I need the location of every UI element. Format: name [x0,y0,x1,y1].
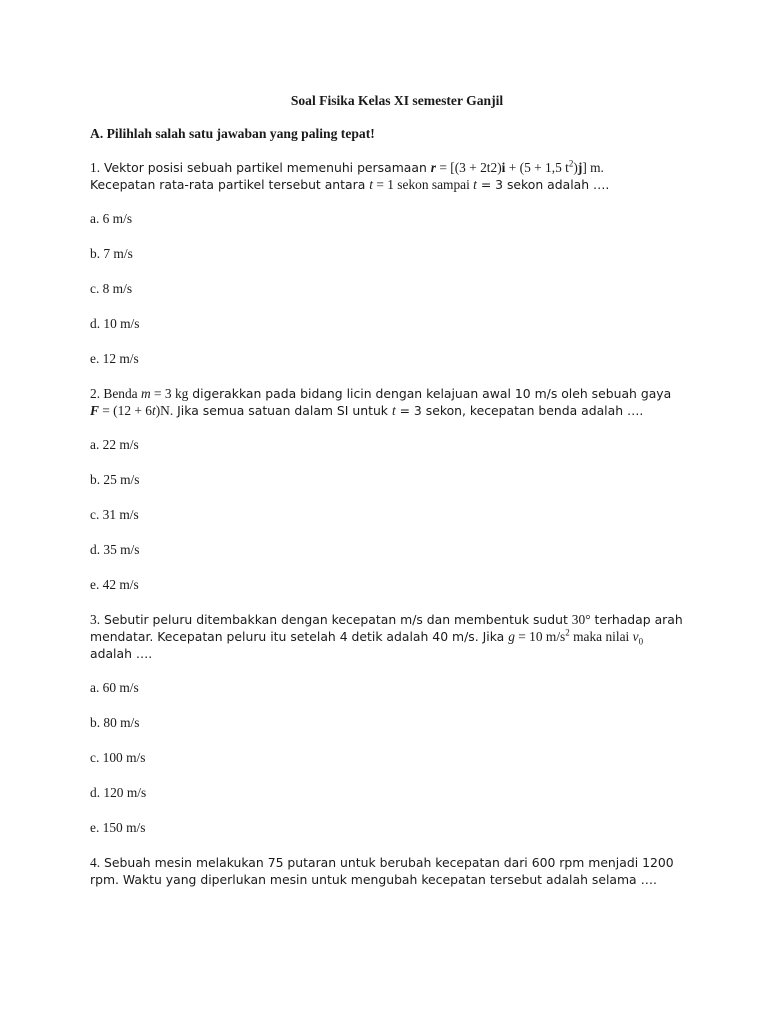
question-1-option-b: b. 7 m/s [90,246,133,261]
question-1-stem: 1. Vektor posisi sebuah partikel memenuhi persamaan r = [(3 + 2t2)i + (5 + 1,5 $t^2)j$] m. Kecepatan rata-rata partikel tersebut antara t = 1 sekon sampai t = 3 sekon adalah …. [90,158,610,192]
question-1-option-e: e. 12 m/s [90,351,139,366]
question-2-option-c: c. 31 m/s [90,507,139,522]
question-2-option-a: a. 22 m/s [90,437,139,452]
question-3-option-b: b. 80 m/s [90,715,140,730]
question-1 [90,159,690,367]
question-2-options [90,436,690,593]
question-4 [90,854,690,888]
section-a-heading: A. Pilihlah salah satu jawaban yang paling tepat! [90,126,375,141]
question-2-stem: 2. Benda m = 3 kg digerakkan pada bidang licin dengan kelajuan awal 10 m/s oleh sebuah gaya F = (12 + 6t)N. Jika semua satuan dalam SI untuk t = 3 sekon, kecepatan benda adalah …. [90,386,672,418]
question-1-options [90,210,690,367]
question-1-option-a: a. 6 m/s [90,211,133,226]
question-1-option-d: d. 10 m/s [90,316,140,331]
question-2-option-d: d. 35 m/s [90,542,140,557]
question-3-option-a: a. 60 m/s [90,680,139,695]
question-3-option-e: e. 150 m/s [90,820,146,835]
question-2-option-b: b. 25 m/s [90,472,140,487]
question-3-stem: 3. Sebutir peluru ditembakkan dengan kecepatan m/s dan membentuk sudut 30° terhadap arah mendatar. Kecepatan peluru itu setelah 4 detik adalah 40 m/s. Jika g = 10 $m/s^2$ maka nilai $v_0$ adalah …. [90,612,683,661]
question-3 [90,611,690,836]
question-3-option-c: c. 100 m/s [90,750,146,765]
question-3-option-d: d. 120 m/s [90,785,147,800]
question-2 [90,385,690,593]
document-page [90,92,690,906]
question-3-options [90,679,690,836]
question-4-stem: 4. Sebuah mesin melakukan 75 putaran untuk berubah kecepatan dari 600 rpm menjadi 1200 rpm. Waktu yang diperlukan mesin untuk mengubah kecepatan tersebut adalah selama …. [90,855,674,887]
document-title: Soal Fisika Kelas XI semester Ganjil [290,93,504,108]
question-2-option-e: e. 42 m/s [90,577,139,592]
question-1-option-c: c. 8 m/s [90,281,133,296]
